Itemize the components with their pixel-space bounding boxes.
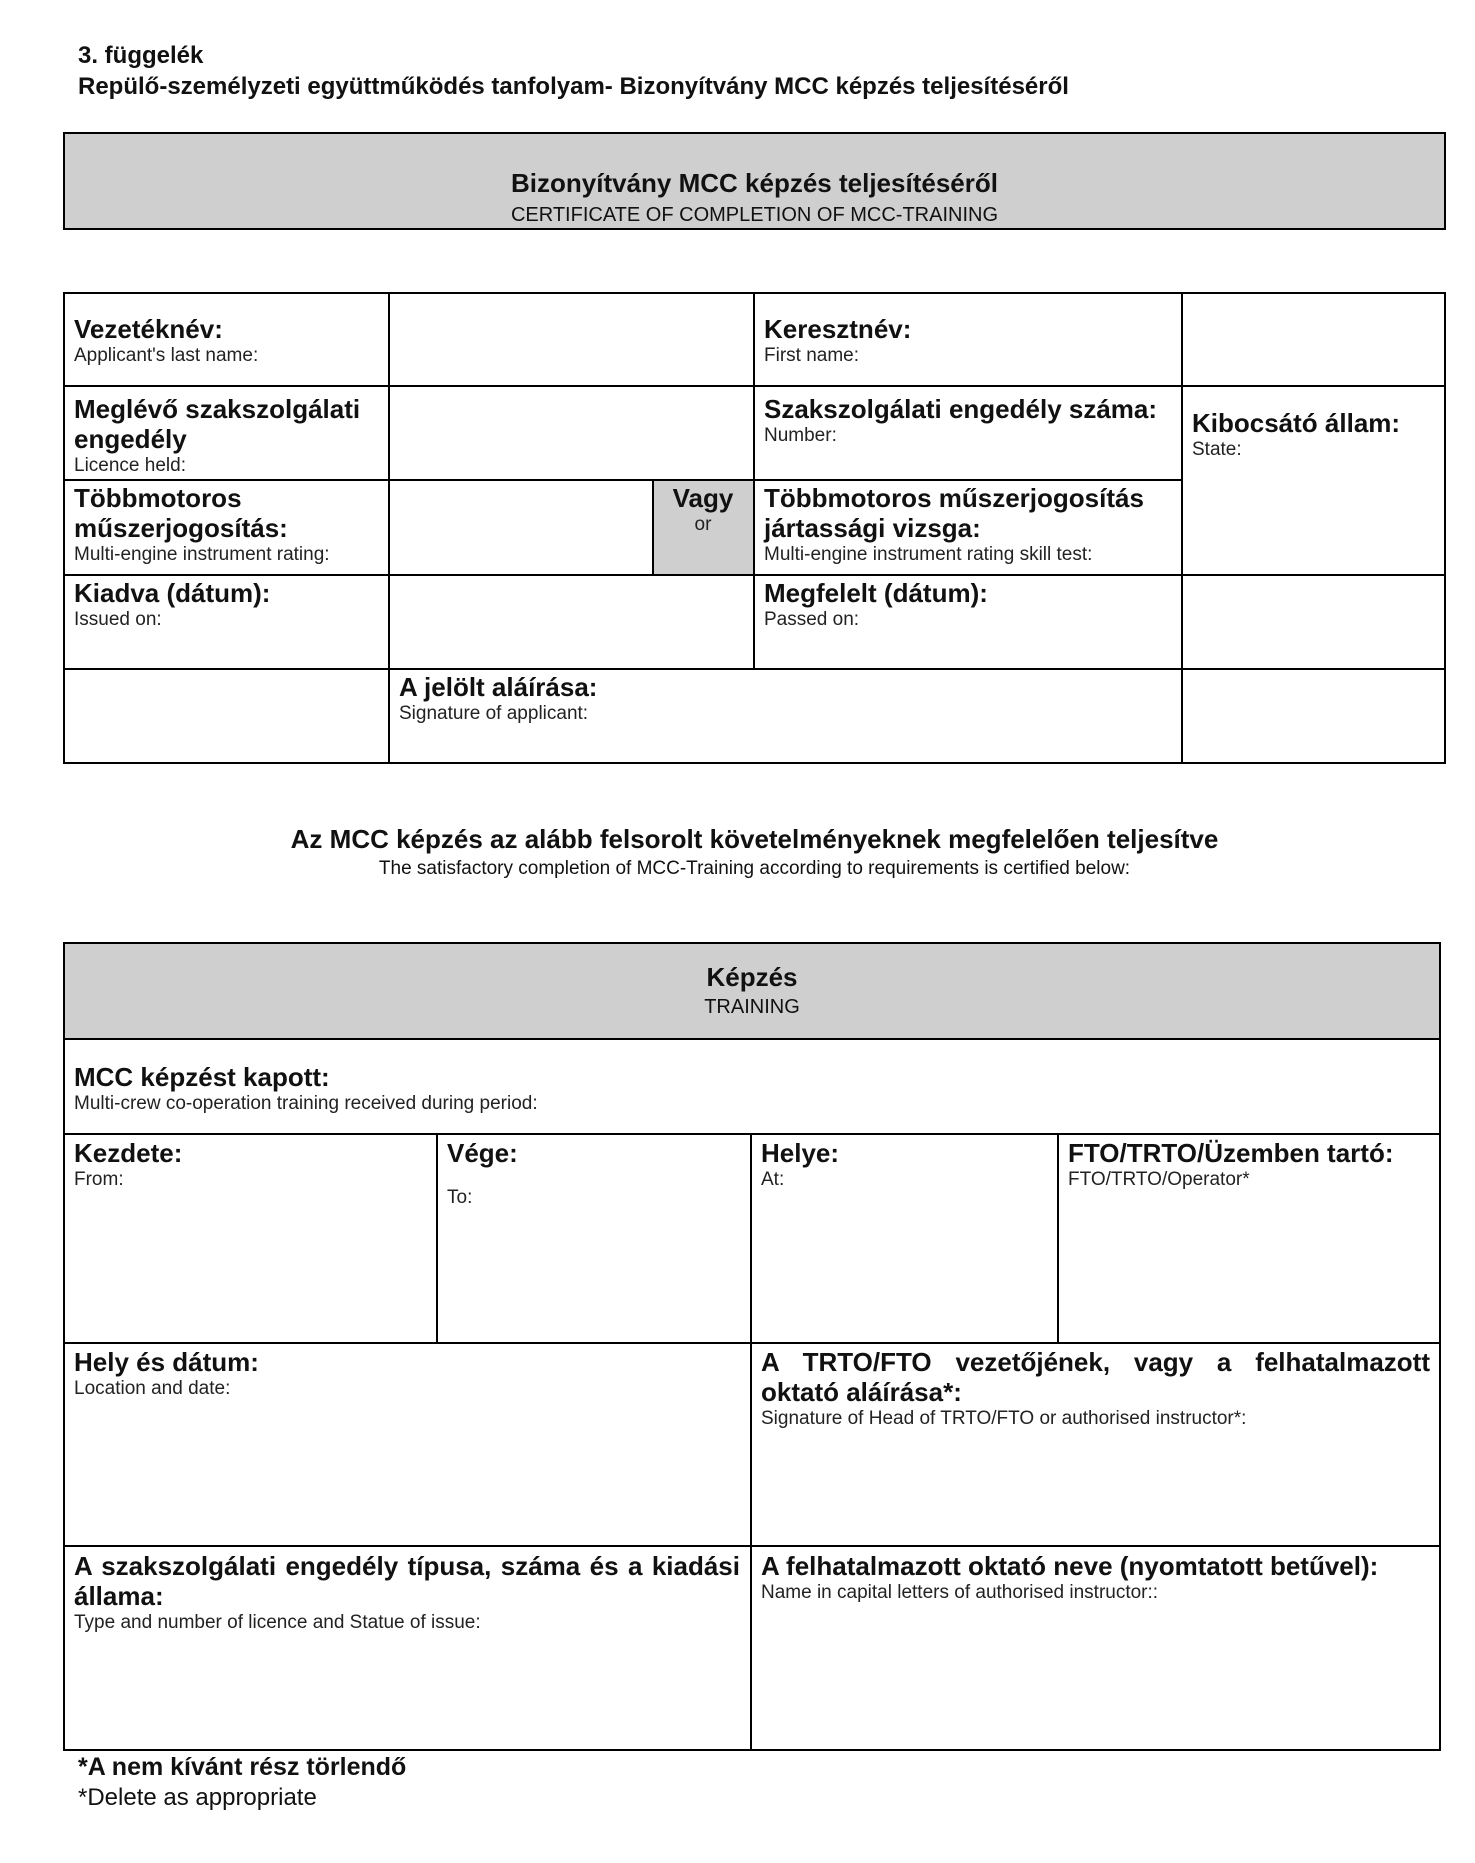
signature-extra-field[interactable] xyxy=(1183,670,1445,763)
issued-on-label: Kiadva (dátum): Issued on: xyxy=(74,578,271,630)
training-banner: Képzés TRAINING xyxy=(65,944,1439,1039)
certificate-title-hu: Bizonyítvány MCC képzés teljesítéséről xyxy=(511,168,998,198)
licence-number-label: Szakszolgálati engedély száma: Number: xyxy=(764,394,1158,446)
certificate-title-en: CERTIFICATE OF COMPLETION OF MCC-TRAINING xyxy=(510,204,999,226)
first-name-field[interactable] xyxy=(1183,294,1445,384)
first-name-label: Keresztnév: First name: xyxy=(764,314,912,366)
footer-note: *A nem kívánt rész törlendő *Delete as appropriate xyxy=(78,1753,407,1811)
issued-on-field[interactable] xyxy=(390,576,752,667)
licence-type-field[interactable]: A szakszolgálati engedély típusa, száma és a kiadási állama: Type and number of licence and Statue of issue: xyxy=(74,1551,740,1633)
last-name-field[interactable] xyxy=(390,294,752,384)
document-title: Repülő-személyzeti együttműködés tanfolyam- Bizonyítvány MCC képzés teljesítéséről xyxy=(78,73,1069,100)
applicant-signature-field[interactable]: A jelölt aláírása: Signature of applicant: xyxy=(390,664,1170,733)
me-ir-label: Többmotoros műszerjogosítás: Multi-engine instrument rating: xyxy=(74,483,330,565)
passed-on-label: Megfelelt (dátum): Passed on: xyxy=(764,578,988,630)
passed-on-field[interactable] xyxy=(1183,576,1445,667)
operator-field[interactable]: FTO/TRTO/Üzemben tartó: FTO/TRTO/Operator* xyxy=(1068,1138,1394,1190)
me-ir-test-label: Többmotoros műszerjogosítás jártassági vizsga: Multi-engine instrument rating skill test: xyxy=(764,483,1144,565)
last-name-label: Vezetéknév: Applicant's last name: xyxy=(74,314,259,366)
state-label: Kibocsátó állam: State: xyxy=(1192,408,1401,460)
from-field[interactable]: Kezdete: From: xyxy=(74,1138,183,1190)
certified-statement: Az MCC képzés az alább felsorolt követelményeknek megfelelően teljesítve The satisfactory completion of MCC-Training according to requirements is certified below: xyxy=(290,824,1219,879)
instructor-name-field[interactable]: A felhatalmazott oktató neve (nyomtatott betűvel): Name in capital letters of authorised instructor:: xyxy=(761,1551,1379,1603)
me-ir-field[interactable] xyxy=(390,481,651,573)
to-field[interactable]: Vége: To: xyxy=(447,1138,518,1208)
me-ir-test-field[interactable] xyxy=(1183,481,1445,573)
location-date-field[interactable]: Hely és dátum: Location and date: xyxy=(74,1347,259,1399)
licence-held-label: Meglévő szakszolgálati engedély Licence held: xyxy=(74,394,361,476)
licence-held-field[interactable] xyxy=(390,387,752,478)
mcc-received-label: MCC képzést kapott: Multi-crew co-operation training received during period: xyxy=(74,1062,538,1114)
certificate-banner xyxy=(63,132,1446,230)
head-signature-field[interactable]: A TRTO/FTO vezetőjének, vagy a felhatalmazott oktató aláírása*: Signature of Head of TRTO/FTO or authorised instructor*: xyxy=(761,1347,1430,1429)
signature-label: A jelölt aláírása: xyxy=(399,672,598,702)
appendix-number: 3. függelék xyxy=(78,42,204,69)
at-field[interactable]: Helye: At: xyxy=(761,1138,840,1190)
blank-cell xyxy=(65,670,387,763)
or-separator: Vagy or xyxy=(672,483,734,535)
